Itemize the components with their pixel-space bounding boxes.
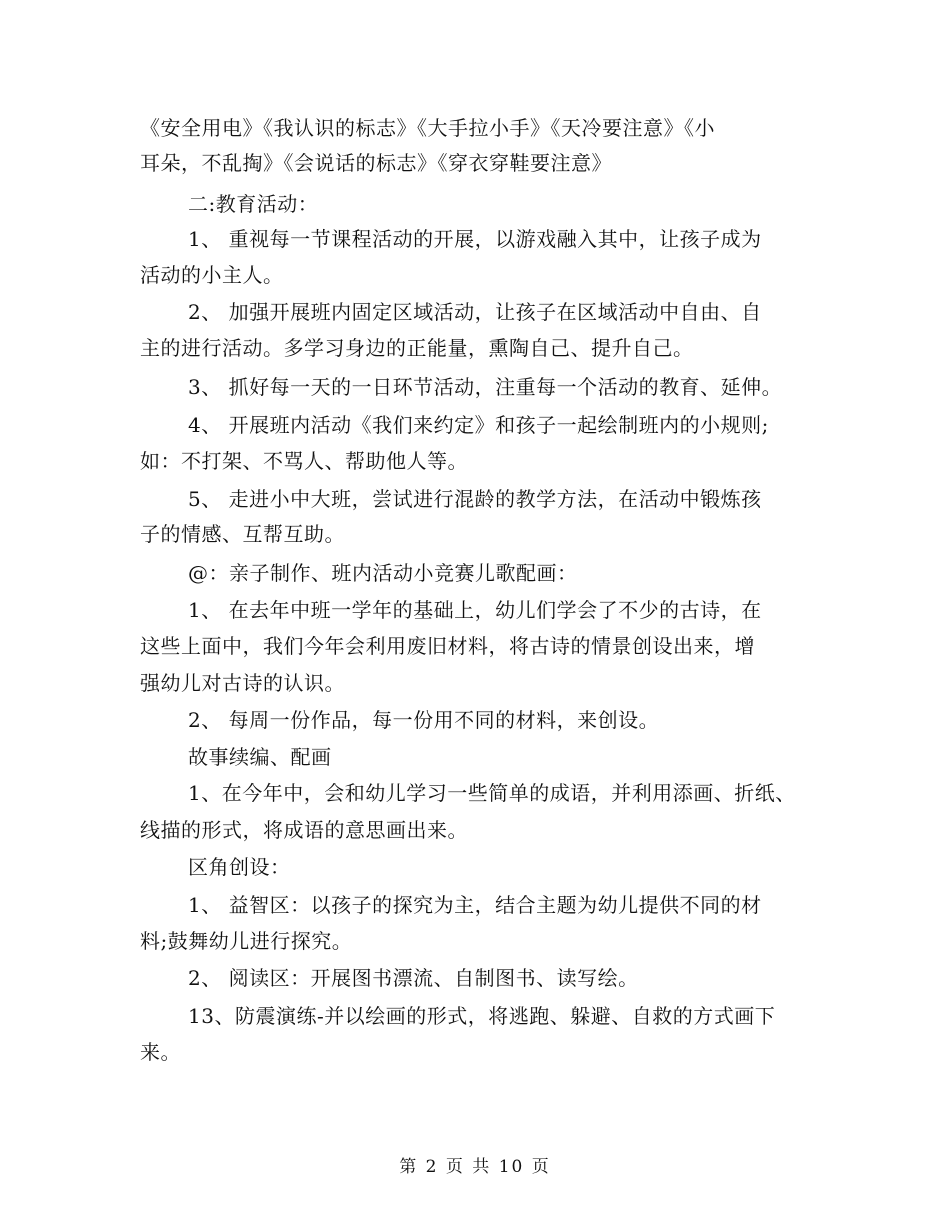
list-item-text: 2、 加强开展班内固定区域活动，让孩子在区域活动中自由、自 [188,300,762,324]
text-line: 料;鼓舞幼儿进行探究。 [140,929,353,953]
list-item-text: 13、防震演练-并以绘画的形式，将逃跑、躲避、自救的方式画下 [188,1004,776,1028]
text-line: 这些上面中，我们今年会利用废旧材料，将古诗的情景创设出来，增 [140,634,755,658]
section-heading-story: 故事续编、配画 [188,745,332,769]
text-line: 强幼儿对古诗的认识。 [140,671,345,695]
text-line: 线描的形式，将成语的意思画出来。 [140,818,468,842]
text-line: 《安全用电》《我认识的标志》《大手拉小手》《天冷要注意》《小 [140,116,715,140]
list-item-text: 3、 抓好每一天的一日环节活动，注重每一个活动的教育、延伸。 [188,375,783,399]
text-line: 来。 [140,1040,181,1064]
page-number-footer: 第 2 页 共 10 页 [399,1157,551,1177]
list-item-text: 4、 开展班内活动《我们来约定》和孩子一起绘制班内的小规则; [188,413,769,437]
list-item-text: 1、 重视每一节课程活动的开展，以游戏融入其中，让孩子成为 [188,227,762,251]
list-item-text: 1、在今年中，会和幼儿学习一些简单的成语，并利用添画、折纸、 [188,781,796,805]
text-line: 活动的小主人。 [140,263,284,287]
text-line: 子的情感、互帮互助。 [140,522,345,546]
list-item-text: 2、 每周一份作品，每一份用不同的材料，来创设。 [188,708,660,732]
text-line: 如：不打架、不骂人、帮助他人等。 [140,449,468,473]
text-line: 耳朵，不乱掏》《会说话的标志》《穿衣穿鞋要注意》 [140,151,612,175]
list-item-text: 1、 在去年中班一学年的基础上，幼儿们学会了不少的古诗，在 [188,598,762,622]
list-item-text: 5、 走进小中大班，尝试进行混龄的教学方法，在活动中锻炼孩 [188,487,762,511]
section-heading-corners: 区角创设： [188,855,291,879]
section-heading-education: 二:教育活动： [188,192,319,216]
text-line: 主的进行活动。多学习身边的正能量，熏陶自己、提升自己。 [140,336,694,360]
list-item-text: 2、 阅读区：开展图书漂流、自制图书、读写绘。 [188,966,639,990]
section-heading-parent-child: @：亲子制作、班内活动小竞赛儿歌配画： [188,561,578,585]
list-item-text: 1、 益智区：以孩子的探究为主，结合主题为幼儿提供不同的材 [188,893,762,917]
